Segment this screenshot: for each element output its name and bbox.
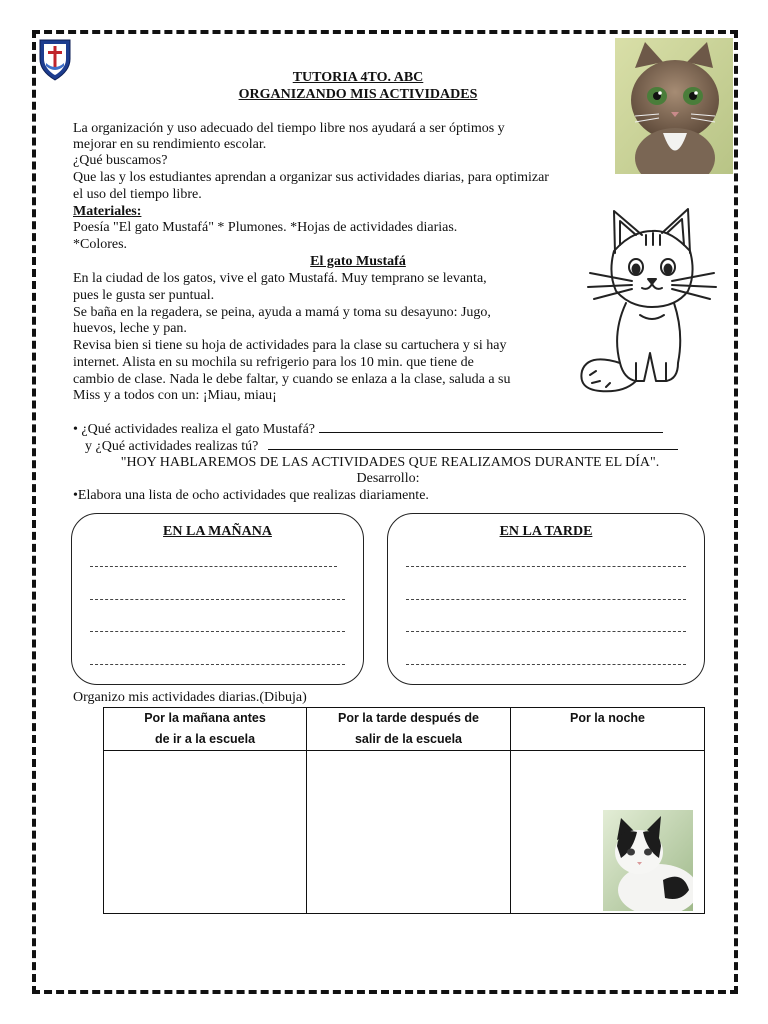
col-night-header-label: Por la noche (569, 711, 646, 725)
afternoon-heading: EN LA TARDE (499, 524, 593, 539)
announcement: "HOY HABLAREMOS DE LAS ACTIVIDADES QUE REALIZAMOS DURANTE EL DÍA". (120, 455, 660, 470)
question-1-text: • ¿Qué actividades realiza el gato Mustafá? (73, 422, 316, 437)
morning-line[interactable] (90, 631, 345, 632)
poem-title: El gato Mustafá (310, 254, 406, 269)
poem-line: internet. Alista en su mochila su refrigerio para los 10 min. que tiene de (73, 355, 474, 370)
question-2-text: y ¿Qué actividades realizas tú? (85, 439, 259, 454)
poem-line: En la ciudad de los gatos, vive el gato Mustafá. Muy temprano se levanta, (73, 271, 487, 286)
task-instruction: •Elabora una lista de ocho actividades que realizas diariamente. (73, 488, 429, 503)
intro-line5: el uso del tiempo libre. (73, 187, 202, 202)
poem-line: cambio de clase. Nada le debe faltar, y cuando se enlaza a la clase, saluda a su (73, 372, 511, 387)
col-afternoon-header-line1: Por la tarde después de (337, 711, 480, 725)
col-night-header (511, 708, 705, 751)
materials-heading: Materiales: (73, 204, 142, 219)
question-2 (85, 439, 678, 456)
answer-line-1[interactable] (319, 432, 663, 433)
col-morning-header-line1: Por la mañana antes (144, 711, 266, 725)
poem-line: Miss y a todos con un: ¡Miau, miau¡ (73, 388, 277, 403)
morning-line[interactable] (90, 599, 345, 600)
col-afternoon-header-line2: salir de la escuela (354, 732, 462, 746)
intro-line1: La organización y uso adecuado del tiempo libre nos ayudará a ser óptimos y (73, 121, 505, 136)
intro-line3: ¿Qué buscamos? (73, 153, 168, 168)
poem-line: Se baña en la regadera, se peina, ayuda a mamá y toma su desayuno: Jugo, (73, 305, 491, 320)
afternoon-box (387, 513, 705, 685)
col-morning-header (104, 708, 307, 751)
afternoon-line[interactable] (406, 631, 686, 632)
materials-line1: Poesía "El gato Mustafá" * Plumones. *Hojas de actividades diarias. (73, 220, 458, 235)
intro-line2: mejorar en su rendimiento escolar. (73, 137, 267, 152)
morning-heading: EN LA MAÑANA (163, 524, 272, 539)
school-shield-logo (38, 37, 72, 81)
col-morning-header-line2: de ir a la escuela (154, 732, 256, 746)
afternoon-line[interactable] (406, 599, 686, 600)
cartoon-cat-coloring (570, 203, 730, 399)
kitten-photo (615, 38, 733, 174)
materials-line2: *Colores. (73, 237, 128, 252)
afternoon-line[interactable] (406, 566, 686, 567)
page-title-line1: TUTORIA 4TO. ABC (292, 70, 424, 85)
question-1 (73, 422, 663, 439)
afternoon-line[interactable] (406, 664, 686, 665)
poem-line: pues le gusta ser puntual. (73, 288, 215, 303)
page-title-line2: ORGANIZANDO MIS ACTIVIDADES (238, 87, 478, 102)
answer-line-2[interactable] (268, 449, 678, 450)
drawing-cell-morning[interactable] (104, 751, 307, 914)
poem-line: huevos, leche y pan. (73, 321, 187, 336)
col-afternoon-header (307, 708, 511, 751)
drawing-cell-afternoon[interactable] (307, 751, 511, 914)
poem-line: Revisa bien si tiene su hoja de actividades para la clase su cartuchera y si hay (73, 338, 507, 353)
intro-line4: Que las y los estudiantes aprendan a organizar sus actividades diarias, para optimizar (73, 170, 549, 185)
morning-line[interactable] (90, 566, 337, 567)
morning-box (71, 513, 364, 685)
drawing-instruction: Organizo mis actividades diarias.(Dibuja) (73, 690, 307, 705)
black-white-kitten-photo (603, 810, 693, 911)
development-label: Desarrollo: (356, 471, 420, 486)
morning-line[interactable] (90, 664, 345, 665)
